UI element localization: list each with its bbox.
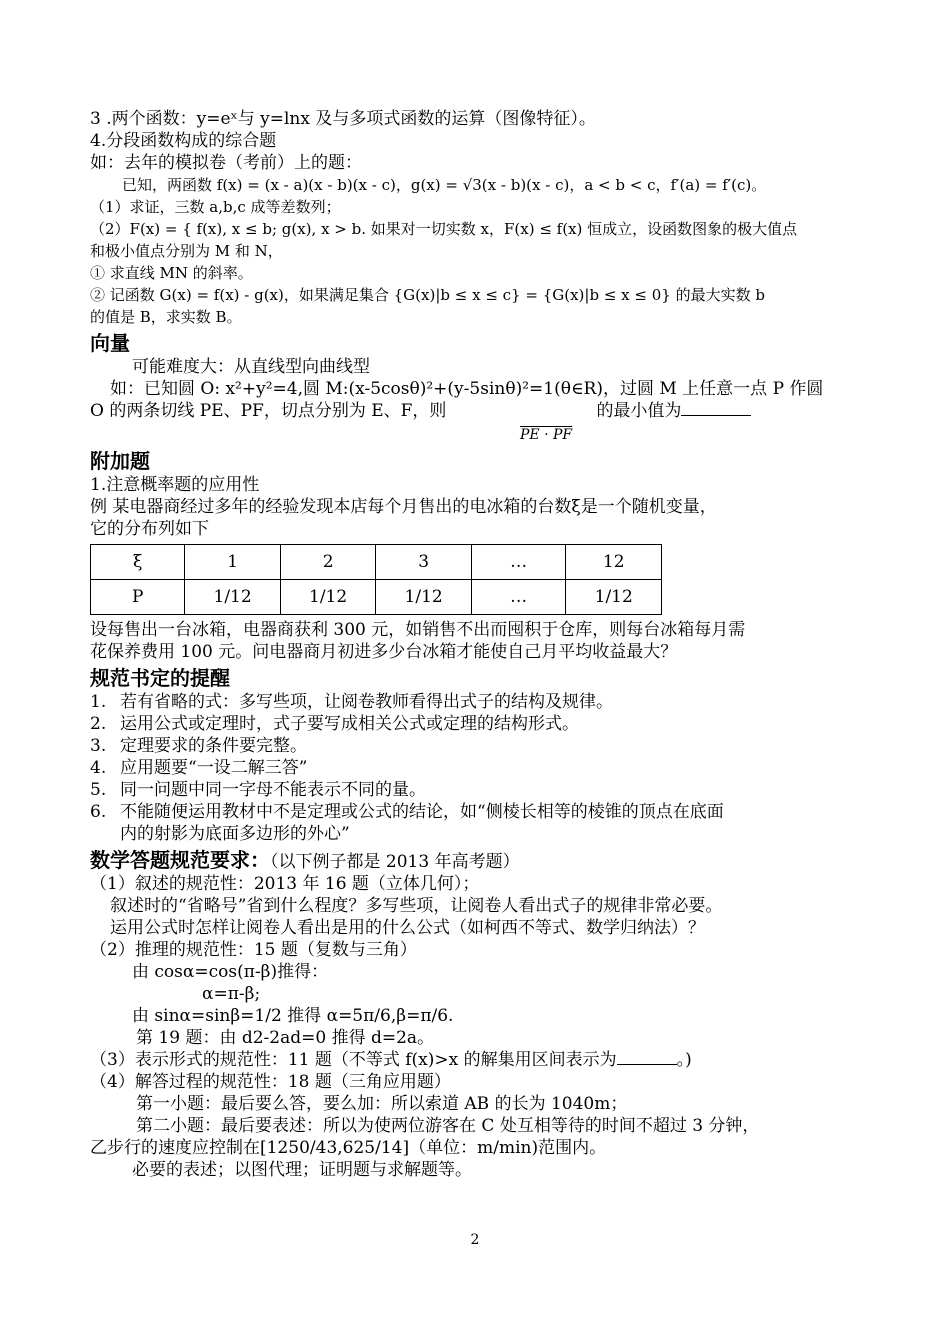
text-line: 第 19 题：由 d2-2ad=0 推得 d=2a。 (136, 1028, 435, 1048)
text-line: 如：去年的模拟卷（考前）上的题： (90, 153, 362, 173)
text-line: 和极小值点分别为 M 和 N， (90, 242, 283, 260)
formula-line: 已知，两函数 f(x) = (x - a)(x - b)(x - c)，g(x) = √3(x - b)(x - c)，a < b < c，f′(a) = f′(c)。 (122, 176, 767, 194)
text-line: 例 某电器商经过多年的经验发现本店每个月售出的电冰箱的台数ξ是一个随机变量， (90, 497, 717, 517)
answer-blank (681, 401, 751, 416)
text-fragment: 。) (676, 1050, 692, 1070)
heading-note: （以下例子都是 2013 年高考题） (270, 852, 520, 872)
text-line: 第二小题：最后要表述：所以为使两位游客在 C 处互相等待的时间不超过 3 分钟， (136, 1116, 760, 1136)
table-cell: 1/12 (376, 580, 472, 615)
list-number: 6. (90, 802, 107, 822)
table-cell: P (91, 580, 185, 615)
table-cell: … (471, 545, 566, 580)
text-line (90, 400, 870, 422)
answer-blank (617, 1050, 677, 1065)
document-page (90, 108, 870, 1181)
list-text: 定理要求的条件要完整。 (120, 736, 307, 756)
text-fragment: （3）表示形式的规范性：11 题（不等式 f(x)>x 的解集用区间表示为 (90, 1050, 617, 1070)
formula-line: ② 记函数 G(x) = f(x) - g(x)，如果满足集合 {G(x)|b ≤ x ≤ c} = {G(x)|b ≤ x ≤ 0} 的最大实数 b (90, 286, 765, 304)
text-line: 的值是 B，求实数 B。 (90, 308, 242, 326)
text-line: 如：已知圆 O: x²+y²=4,圆 M:(x-5cosθ)²+(y-5sinθ)²=1(θ∈R)，过圆 M 上任意一点 P 作圆 (110, 379, 824, 399)
text-line: （4）解答过程的规范性：18 题（三角应用题） (90, 1072, 451, 1092)
text-line: （1）叙述的规范性：2013 年 16 题（立体几何）； (90, 874, 480, 894)
list-item (90, 735, 870, 757)
text-line: 必要的表述；以图代理；证明题与求解题等。 (132, 1160, 472, 1180)
table-cell: 1/12 (185, 580, 281, 615)
table-row (91, 545, 662, 580)
text-line: 由 cosα=cos(π-β)推得： (132, 962, 329, 982)
list-text: 若有省略的式：多写些项，让阅卷教师看得出式子的结构及规律。 (120, 692, 613, 712)
text-line: 运用公式时怎样让阅卷人看出是用的什么公式（如柯西不等式、数学归纳法）？ (110, 918, 705, 938)
text-line: 3 .两个函数：y=eˣ与 y=lnx 及与多项式函数的运算（图像特征）。 (90, 109, 596, 129)
list-text: 应用题要“一设二解三答” (120, 758, 308, 778)
section-heading-answers: 数学答题规范要求： (90, 848, 270, 872)
distribution-table (90, 544, 662, 615)
list-item (90, 691, 870, 713)
page-number: 2 (470, 1232, 480, 1248)
list-item-continuation: 内的射影为底面多边形的外心” (120, 824, 350, 844)
table-cell: 1/12 (566, 580, 662, 615)
section-heading-extra: 附加题 (90, 449, 150, 473)
list-item (90, 801, 870, 823)
table-cell: 1 (185, 545, 281, 580)
text-fragment: 的最小值为 (596, 401, 682, 421)
formula-line: （2）F(x) = { f(x), x ≤ b; g(x), x > b. 如果对一切实数 x，F(x) ≤ f(x) 恒成立，设函数图象的极大值点 (90, 220, 798, 238)
text-line: 可能难度大：从直线型向曲线型 (132, 357, 370, 377)
text-line: （2）推理的规范性：15 题（复数与三角） (90, 940, 417, 960)
list-number: 4. (90, 758, 107, 778)
table-cell: 2 (280, 545, 376, 580)
list-text: 同一问题中同一字母不能表示不同的量。 (120, 780, 426, 800)
table-cell: 12 (566, 545, 662, 580)
text-line: 第一小题：最后要么答，要么加：所以索道 AB 的长为 1040m； (136, 1094, 628, 1114)
table-cell: 3 (376, 545, 472, 580)
list-number: 2. (90, 714, 107, 734)
text-line: ① 求直线 MN 的斜率。 (90, 264, 253, 282)
text-line: 乙步行的速度应控制在[1250/43,625/14]（单位：m/min)范围内。 (90, 1138, 607, 1158)
vector-dot-expression: PE · PF (520, 427, 573, 443)
text-line: 设每售出一台冰箱，电器商获利 300 元，如销售不出而囤积于仓库，则每台冰箱每月需 (90, 620, 746, 640)
table-cell: … (471, 580, 566, 615)
text-line: （1）求证，三数 a,b,c 成等差数列； (90, 198, 341, 216)
text-line: α=π-β; (202, 984, 261, 1004)
text-line: 叙述时的“省略号”省到什么程度？多写些项，让阅卷人看出式子的规律非常必要。 (110, 896, 723, 916)
text-line: 它的分布列如下 (90, 519, 209, 539)
text-fragment: O 的两条切线 PE、PF，切点分别为 E、F，则 (90, 401, 447, 421)
list-item (90, 779, 870, 801)
list-text: 不能随便运用教材中不是定理或公式的结论，如“侧棱长相等的棱锥的顶点在底面 (120, 802, 724, 822)
list-number: 5. (90, 780, 107, 800)
list-number: 1. (90, 692, 107, 712)
vector-expression-line (90, 422, 870, 446)
list-text: 运用公式或定理时，式子要写成相关公式或定理的结构形式。 (120, 714, 579, 734)
table-row (91, 580, 662, 615)
list-number: 3. (90, 736, 107, 756)
text-line: 1.注意概率题的应用性 (90, 475, 260, 495)
list-item (90, 757, 870, 779)
section-heading-norms: 规范书定的提醒 (90, 666, 230, 690)
section-heading-vector: 向量 (90, 331, 130, 355)
text-line: 由 sinα=sinβ=1/2 推得 α=5π/6,β=π/6. (132, 1006, 454, 1026)
table-cell: 1/12 (280, 580, 376, 615)
list-item (90, 713, 870, 735)
answers-heading-line (90, 847, 870, 873)
text-line (90, 1049, 870, 1071)
text-line: 4.分段函数构成的综合题 (90, 131, 277, 151)
text-line: 花保养费用 100 元。问电器商月初进多少台冰箱才能使自己月平均收益最大？ (90, 642, 678, 662)
table-cell: ξ (91, 545, 185, 580)
